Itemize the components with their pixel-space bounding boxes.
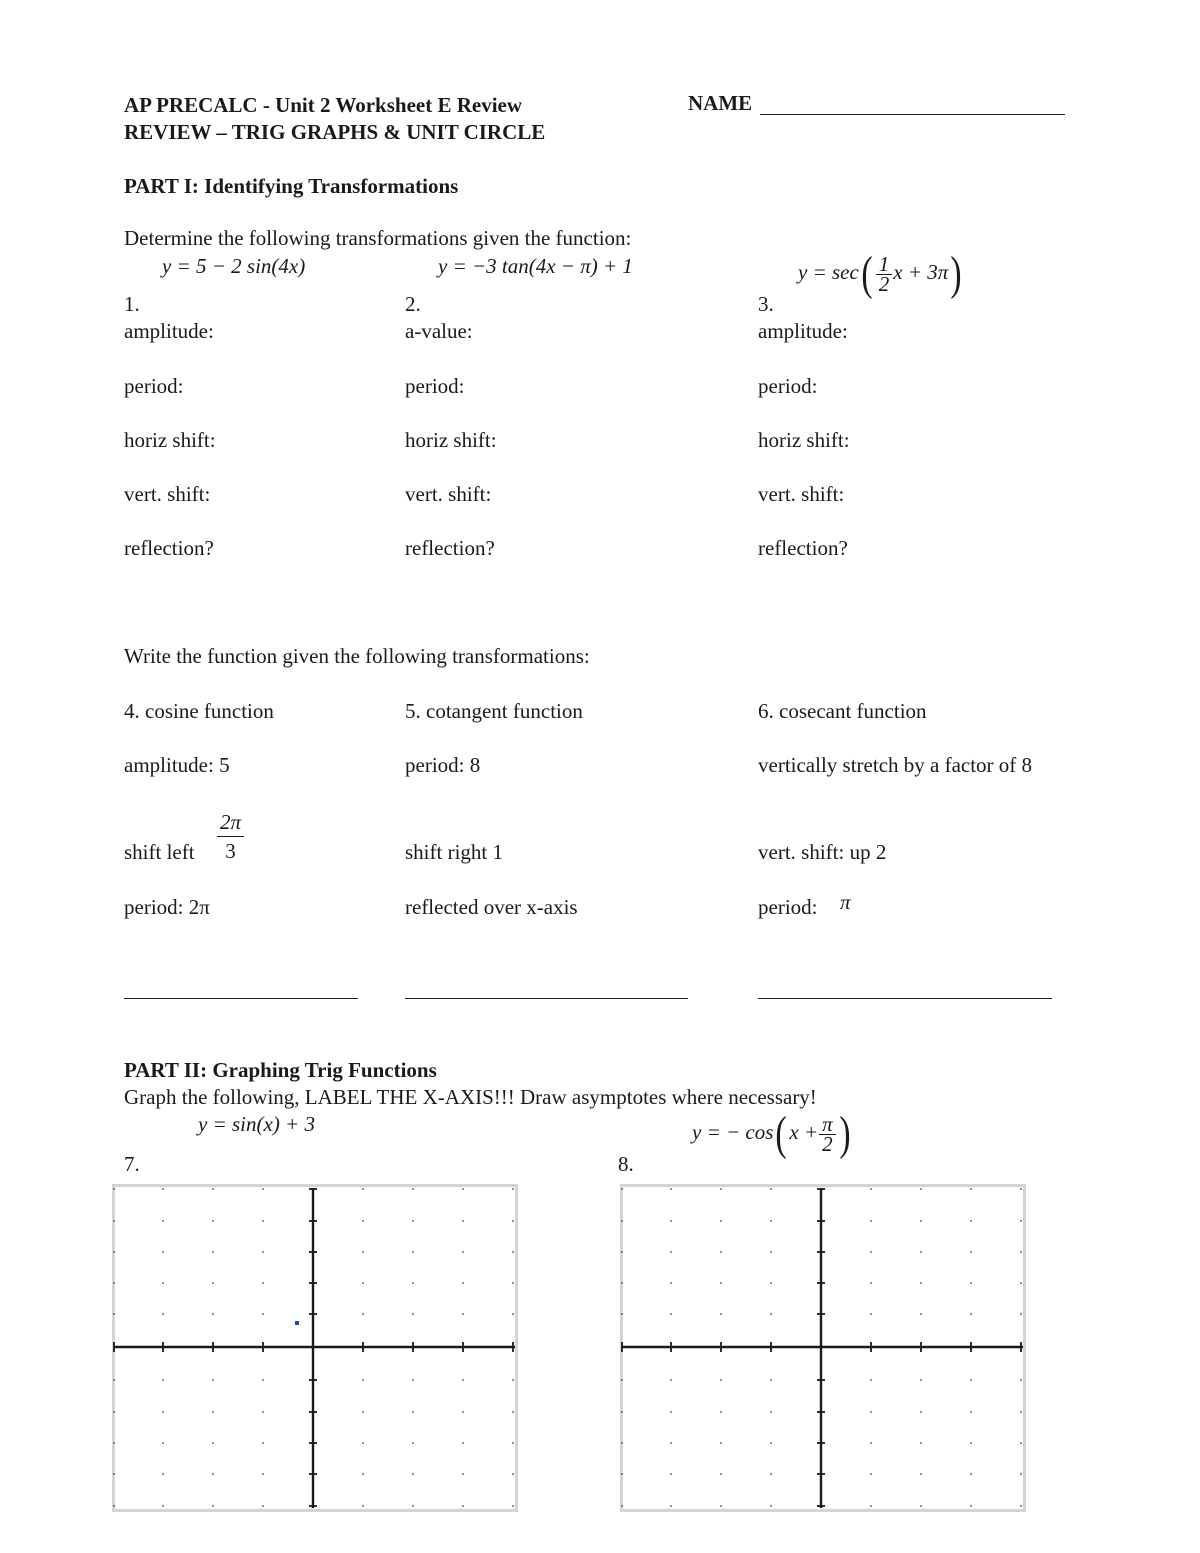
grid-dot xyxy=(212,1220,214,1222)
grid-dot xyxy=(462,1442,464,1444)
equation-3-suffix: x + 3π xyxy=(893,259,949,284)
grid-dot xyxy=(262,1313,264,1315)
problem-1-period: period: xyxy=(124,374,184,398)
problem-3-amplitude: amplitude: xyxy=(758,319,848,343)
problem-3-horiz-shift: horiz shift: xyxy=(758,428,850,452)
grid-dot xyxy=(920,1282,922,1284)
grid-dot xyxy=(970,1411,972,1413)
grid-dot xyxy=(621,1379,623,1381)
problem-4-amplitude: amplitude: 5 xyxy=(124,753,230,777)
problem-2-vert-shift: vert. shift: xyxy=(405,482,492,506)
problem-6-title: 6. cosecant function xyxy=(758,699,927,723)
grid-dot xyxy=(920,1188,922,1190)
grid-dot xyxy=(720,1251,722,1253)
equation-3-frac-num: 1 xyxy=(876,255,893,275)
grid-dot xyxy=(870,1251,872,1253)
grid-dot xyxy=(670,1251,672,1253)
grid-dot xyxy=(362,1188,364,1190)
problem-3-period: period: xyxy=(758,374,818,398)
part1b-instructions: Write the function given the following transformations: xyxy=(124,644,590,668)
grid-dot xyxy=(362,1411,364,1413)
answer-blank-4[interactable] xyxy=(124,998,358,999)
grid-dot xyxy=(512,1188,514,1190)
grid-dot xyxy=(362,1220,364,1222)
grid-dot xyxy=(621,1220,623,1222)
grid-dot xyxy=(1020,1313,1022,1315)
grid-dot xyxy=(621,1442,623,1444)
grid-dot xyxy=(920,1313,922,1315)
grid-dot xyxy=(970,1251,972,1253)
problem-2-number: 2. xyxy=(405,292,421,316)
grid-dot xyxy=(870,1188,872,1190)
grid-dot xyxy=(670,1282,672,1284)
grid-dot xyxy=(362,1473,364,1475)
problem-1-reflection: reflection? xyxy=(124,536,214,560)
grid-dot xyxy=(512,1379,514,1381)
grid-dot xyxy=(720,1442,722,1444)
grid-dot xyxy=(870,1473,872,1475)
grid-dot xyxy=(512,1251,514,1253)
problem-8-number: 8. xyxy=(618,1152,634,1176)
grid-dot xyxy=(262,1251,264,1253)
grid-dot xyxy=(412,1442,414,1444)
grid-dot xyxy=(462,1411,464,1413)
grid-dot xyxy=(670,1379,672,1381)
grid-dot xyxy=(362,1282,364,1284)
grid-dot xyxy=(262,1473,264,1475)
grid-dot xyxy=(212,1473,214,1475)
grid-dot xyxy=(870,1282,872,1284)
grid-dot xyxy=(770,1442,772,1444)
grid-dot xyxy=(212,1379,214,1381)
problem-6-stretch: vertically stretch by a factor of 8 xyxy=(758,753,1033,777)
problem-3-vert-shift: vert. shift: xyxy=(758,482,845,506)
problem-3-reflection: reflection? xyxy=(758,536,848,560)
problem-1-horiz-shift: horiz shift: xyxy=(124,428,216,452)
grid-dot xyxy=(462,1188,464,1190)
grid-dot xyxy=(113,1379,115,1381)
grid-dot xyxy=(512,1220,514,1222)
problem-7-number: 7. xyxy=(124,1152,140,1176)
grid-dot xyxy=(920,1473,922,1475)
part2-heading: PART II: Graphing Trig Functions xyxy=(124,1058,437,1082)
left-paren: ( xyxy=(775,1107,787,1160)
grid-dot xyxy=(770,1282,772,1284)
grid-dot xyxy=(412,1188,414,1190)
grid-dot xyxy=(621,1313,623,1315)
grid-dot xyxy=(621,1251,623,1253)
grid-dot xyxy=(512,1442,514,1444)
grid-dot xyxy=(113,1505,115,1507)
grid-dot xyxy=(770,1505,772,1507)
grid-dot xyxy=(262,1379,264,1381)
grid-dot xyxy=(720,1282,722,1284)
grid-dot xyxy=(113,1442,115,1444)
grid-dot xyxy=(920,1505,922,1507)
grid-dot xyxy=(670,1442,672,1444)
grid-dot xyxy=(970,1188,972,1190)
grid-dot xyxy=(162,1473,164,1475)
grid-dot xyxy=(113,1188,115,1190)
grid-dot xyxy=(720,1473,722,1475)
equation-8-prefix: y = − cos xyxy=(692,1119,774,1144)
grid-dot xyxy=(212,1411,214,1413)
shift-frac-den: 3 xyxy=(225,839,236,863)
grid-dot xyxy=(212,1505,214,1507)
grid-dot xyxy=(113,1251,115,1253)
grid-dot xyxy=(621,1188,623,1190)
grid-dot xyxy=(970,1442,972,1444)
grid-dot xyxy=(670,1313,672,1315)
grid-dot xyxy=(512,1505,514,1507)
grid-dot xyxy=(362,1379,364,1381)
grid-dot xyxy=(462,1473,464,1475)
grid-dot xyxy=(412,1251,414,1253)
problem-6-period-value: π xyxy=(840,890,851,914)
grid-dot xyxy=(670,1188,672,1190)
problem-2-horiz-shift: horiz shift: xyxy=(405,428,497,452)
problem-1-vert-shift: vert. shift: xyxy=(124,482,211,506)
grid-dot xyxy=(262,1442,264,1444)
grid-dot xyxy=(512,1411,514,1413)
grid-dot xyxy=(870,1411,872,1413)
problem-2-reflection: reflection? xyxy=(405,536,495,560)
equation-3-frac-den: 2 xyxy=(878,271,890,296)
grid-dot xyxy=(621,1473,623,1475)
equation-8-var: x + xyxy=(789,1119,819,1144)
grid-dot xyxy=(262,1411,264,1413)
grid-dot xyxy=(162,1220,164,1222)
grid-dot xyxy=(162,1442,164,1444)
grid-dot xyxy=(920,1379,922,1381)
grid-dot xyxy=(412,1473,414,1475)
grid-dot xyxy=(412,1379,414,1381)
grid-dot xyxy=(462,1313,464,1315)
grid-dot xyxy=(212,1442,214,1444)
grid-dot xyxy=(970,1379,972,1381)
grid-dot xyxy=(670,1473,672,1475)
grid-dot xyxy=(1020,1220,1022,1222)
grid-dot xyxy=(920,1411,922,1413)
grid-dot xyxy=(113,1220,115,1222)
grid-dot xyxy=(362,1313,364,1315)
grid-dot xyxy=(720,1188,722,1190)
grid-dot xyxy=(1020,1473,1022,1475)
problem-6-vert-shift: vert. shift: up 2 xyxy=(758,840,887,864)
grid-dot xyxy=(512,1282,514,1284)
grid-dot xyxy=(870,1220,872,1222)
problem-5-title: 5. cotangent function xyxy=(405,699,583,723)
grid-dot xyxy=(262,1282,264,1284)
equation-8 xyxy=(692,1107,853,1160)
grid-dot xyxy=(670,1411,672,1413)
problem-4-shift-left: shift left xyxy=(124,840,195,864)
grid-dot xyxy=(113,1313,115,1315)
equation-8-frac-num: π xyxy=(819,1115,836,1135)
grid-dot xyxy=(770,1473,772,1475)
grid-dot xyxy=(670,1220,672,1222)
grid-dot xyxy=(720,1505,722,1507)
grid-dot xyxy=(1020,1411,1022,1413)
answer-blank-6[interactable] xyxy=(758,998,1052,999)
grid-dot xyxy=(262,1505,264,1507)
grid-dot xyxy=(1020,1379,1022,1381)
grid-dot xyxy=(412,1411,414,1413)
left-paren: ( xyxy=(861,247,873,300)
grid-dot xyxy=(412,1505,414,1507)
name-blank-line[interactable] xyxy=(760,114,1065,115)
grid-dot xyxy=(162,1313,164,1315)
grid-dot xyxy=(212,1188,214,1190)
grid-dot xyxy=(621,1411,623,1413)
problem-4-shift-fraction xyxy=(216,808,245,865)
part2-instructions: Graph the following, LABEL THE X-AXIS!!! Draw asymptotes where necessary! xyxy=(124,1085,817,1109)
grid-dot xyxy=(362,1442,364,1444)
grid-dot xyxy=(1020,1188,1022,1190)
problem-5-shift-right: shift right 1 xyxy=(405,840,503,864)
grid-dot xyxy=(212,1313,214,1315)
graph-grid-7[interactable] xyxy=(112,1184,518,1512)
grid-dot xyxy=(162,1411,164,1413)
equation-1: y = 5 − 2 sin(4x) xyxy=(162,254,306,278)
right-paren: ) xyxy=(839,1107,851,1160)
problem-5-reflected: reflected over x-axis xyxy=(405,895,578,919)
grid-dot xyxy=(262,1220,264,1222)
grid-dot xyxy=(670,1505,672,1507)
grid-dot xyxy=(262,1188,264,1190)
grid-dot xyxy=(770,1251,772,1253)
grid-dot xyxy=(162,1251,164,1253)
equation-8-frac-den: 2 xyxy=(822,1131,833,1156)
grid-dot xyxy=(162,1188,164,1190)
grid-dot xyxy=(970,1473,972,1475)
grid-dot xyxy=(113,1473,115,1475)
grid-dot xyxy=(162,1505,164,1507)
grid-dot xyxy=(412,1313,414,1315)
grid-dot xyxy=(462,1379,464,1381)
grid-dot xyxy=(162,1282,164,1284)
grid-dot xyxy=(970,1220,972,1222)
problem-4-title: 4. cosine function xyxy=(124,699,274,723)
problem-5-period: period: 8 xyxy=(405,753,481,777)
grid-dot xyxy=(1020,1251,1022,1253)
grid-dot xyxy=(212,1251,214,1253)
name-label: NAME xyxy=(688,91,753,115)
grid-dot xyxy=(1020,1282,1022,1284)
grid-dot xyxy=(621,1505,623,1507)
equation-3-prefix: y = sec xyxy=(798,259,859,284)
problem-6-period: period: xyxy=(758,895,818,919)
problem-1-amplitude: amplitude: xyxy=(124,319,214,343)
grid-dot xyxy=(412,1282,414,1284)
grid-dot xyxy=(920,1442,922,1444)
worksheet-title: AP PRECALC - Unit 2 Worksheet E Review xyxy=(124,93,523,117)
grid-dot xyxy=(970,1505,972,1507)
grid-dot xyxy=(870,1505,872,1507)
grid-dot xyxy=(113,1411,115,1413)
grid-dot xyxy=(462,1505,464,1507)
right-paren: ) xyxy=(950,247,962,300)
grid-dot xyxy=(870,1442,872,1444)
grid-dot xyxy=(720,1220,722,1222)
grid-dot xyxy=(720,1313,722,1315)
grid-dot xyxy=(412,1220,414,1222)
grid-dot xyxy=(462,1282,464,1284)
shift-frac-num: 2π xyxy=(217,808,244,837)
equation-2: y = −3 tan(4x − π) + 1 xyxy=(438,254,633,278)
problem-3-number: 3. xyxy=(758,292,774,316)
grid-dot xyxy=(362,1505,364,1507)
grid-dot xyxy=(970,1282,972,1284)
grid-dot xyxy=(770,1188,772,1190)
grid-dot xyxy=(770,1379,772,1381)
grid-dot xyxy=(870,1313,872,1315)
grid-dot xyxy=(212,1282,214,1284)
equation-3 xyxy=(798,247,964,300)
problem-4-period: period: 2π xyxy=(124,895,210,919)
grid-dot xyxy=(970,1313,972,1315)
grid-dot xyxy=(920,1220,922,1222)
grid-dot xyxy=(462,1220,464,1222)
grid-dot xyxy=(512,1473,514,1475)
part1-instructions: Determine the following transformations given the function: xyxy=(124,226,632,250)
grid-dot xyxy=(770,1220,772,1222)
problem-2-period: period: xyxy=(405,374,465,398)
graph-grid-8[interactable] xyxy=(620,1184,1026,1512)
grid-dot xyxy=(770,1411,772,1413)
grid-dot xyxy=(1020,1505,1022,1507)
problem-2-a-value: a-value: xyxy=(405,319,473,343)
grid-dot xyxy=(162,1379,164,1381)
grid-dot xyxy=(113,1282,115,1284)
grid-dot xyxy=(720,1411,722,1413)
part1-heading: PART I: Identifying Transformations xyxy=(124,174,459,198)
worksheet-subtitle: REVIEW – TRIG GRAPHS & UNIT CIRCLE xyxy=(124,120,546,144)
grid-dot xyxy=(920,1251,922,1253)
grid-dot xyxy=(870,1379,872,1381)
equation-7: y = sin(x) + 3 xyxy=(198,1112,315,1136)
grid-dot xyxy=(362,1251,364,1253)
stray-marker xyxy=(295,1321,299,1325)
grid-dot xyxy=(512,1313,514,1315)
grid-dot xyxy=(462,1251,464,1253)
problem-1-number: 1. xyxy=(124,292,140,316)
grid-dot xyxy=(720,1379,722,1381)
grid-dot xyxy=(1020,1442,1022,1444)
answer-blank-5[interactable] xyxy=(405,998,688,999)
grid-dot xyxy=(621,1282,623,1284)
grid-dot xyxy=(770,1313,772,1315)
